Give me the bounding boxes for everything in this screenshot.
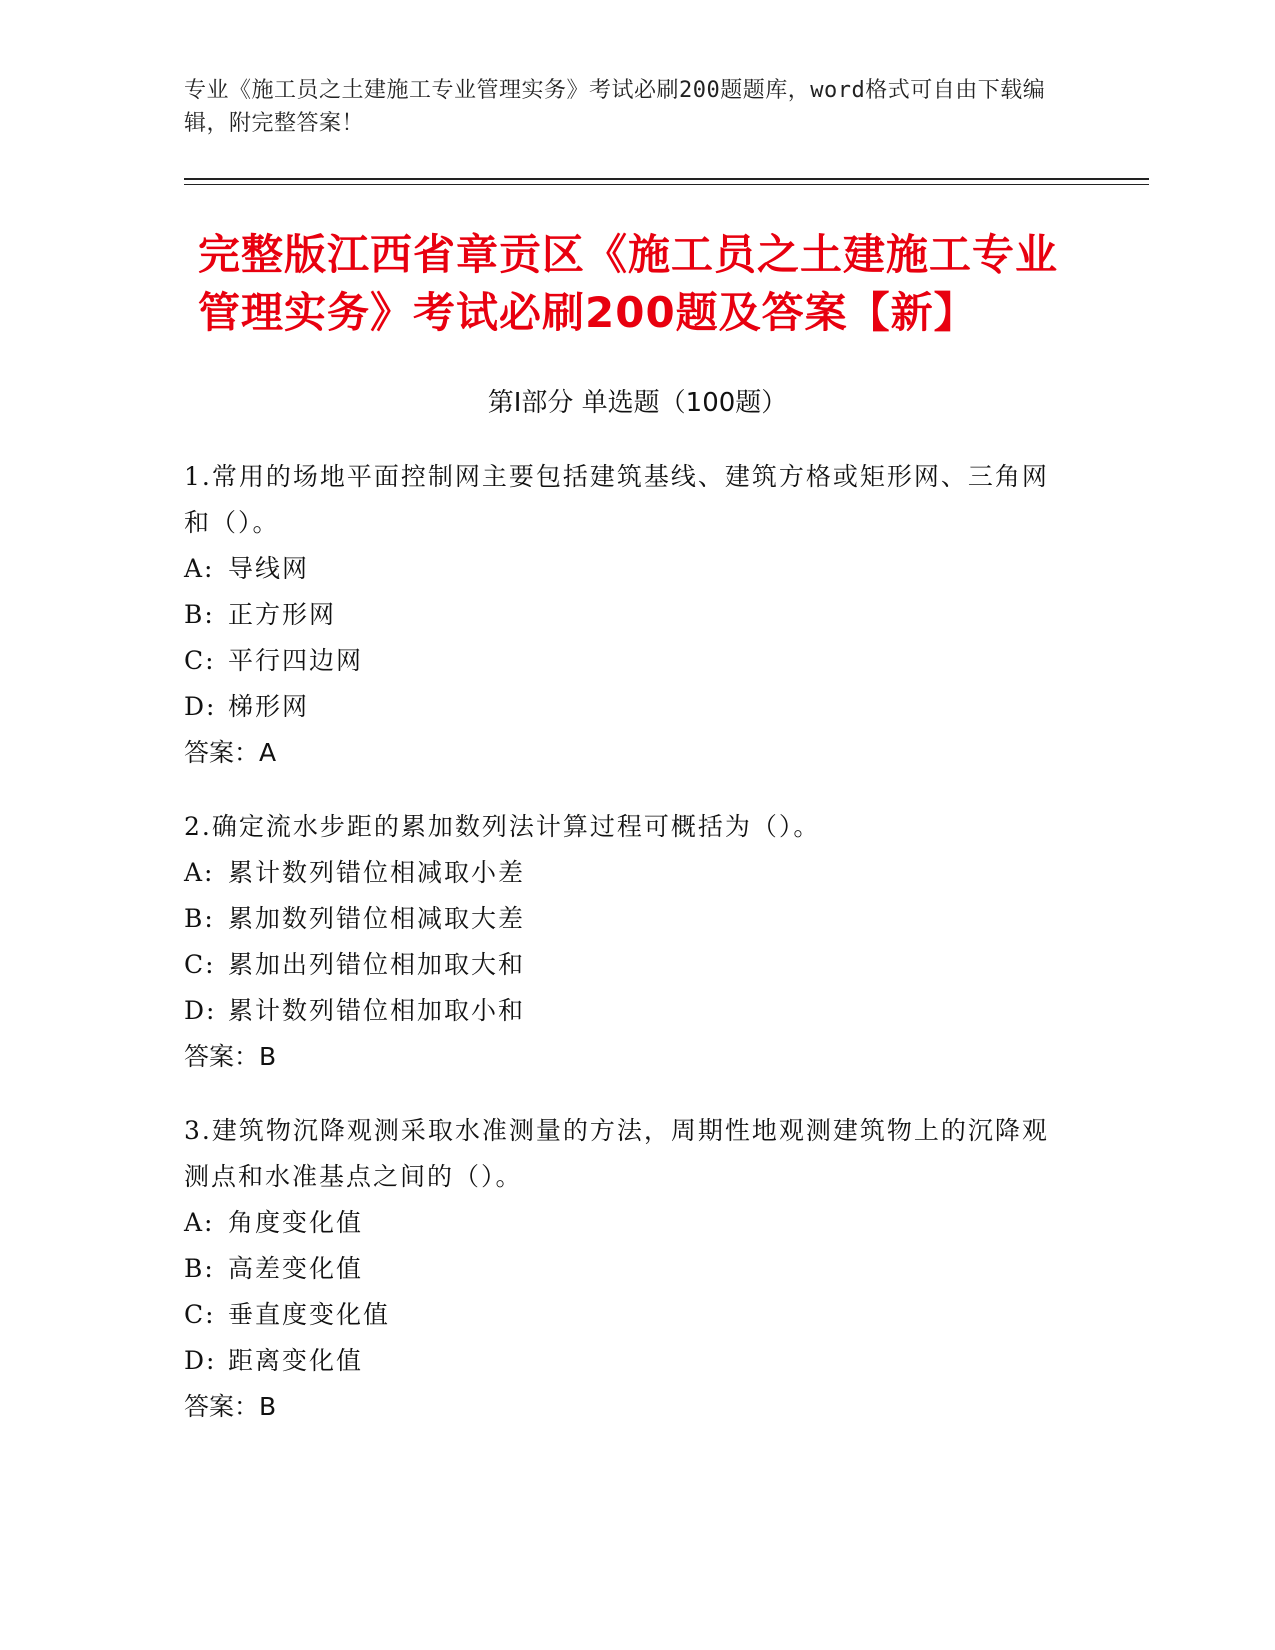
option-text: 导线网 bbox=[228, 554, 310, 583]
question-2 bbox=[184, 804, 1064, 1080]
answer: 答案：A bbox=[184, 738, 277, 767]
header-divider-thin bbox=[184, 184, 1149, 185]
question-stem: 1.常用的场地平面控制网主要包括建筑基线、建筑方格或矩形网、三角网和（）。 bbox=[184, 462, 1049, 537]
option-letter: A: bbox=[184, 554, 215, 583]
option-letter: C: bbox=[184, 1300, 216, 1329]
question-1 bbox=[184, 454, 1064, 776]
option-text: 角度变化值 bbox=[228, 1208, 364, 1237]
option-d bbox=[184, 684, 1064, 730]
option-text: 距离变化值 bbox=[228, 1346, 364, 1375]
option-text: 垂直度变化值 bbox=[228, 1300, 391, 1329]
option-text: 累计数列错位相加取小和 bbox=[228, 996, 526, 1025]
option-text: 累加数列错位相减取大差 bbox=[228, 904, 526, 933]
header-divider-thick bbox=[184, 178, 1149, 180]
option-letter: D: bbox=[184, 692, 217, 721]
option-d bbox=[184, 988, 1064, 1034]
section-title: 第Ⅰ部分 单选题（100题） bbox=[487, 388, 788, 418]
question-stem: 2.确定流水步距的累加数列法计算过程可概括为（）。 bbox=[184, 812, 821, 841]
option-a bbox=[184, 546, 1064, 592]
option-letter: C: bbox=[184, 646, 216, 675]
option-b bbox=[184, 1246, 1064, 1292]
answer: 答案：B bbox=[184, 1042, 277, 1071]
option-text: 梯形网 bbox=[228, 692, 310, 721]
option-text: 正方形网 bbox=[228, 600, 337, 629]
question-stem: 3.建筑物沉降观测采取水准测量的方法，周期性地观测建筑物上的沉降观测点和水准基点之间的（）。 bbox=[184, 1116, 1049, 1191]
option-c bbox=[184, 1292, 1064, 1338]
option-a bbox=[184, 850, 1064, 896]
question-3 bbox=[184, 1108, 1064, 1430]
answer: 答案：B bbox=[184, 1392, 277, 1421]
document-title: 完整版江西省章贡区《施工员之土建施工专业管理实务》考试必刷200题及答案【新】 bbox=[198, 230, 1059, 337]
option-b bbox=[184, 592, 1064, 638]
option-letter: B: bbox=[184, 1254, 215, 1283]
option-text: 高差变化值 bbox=[228, 1254, 364, 1283]
option-b bbox=[184, 896, 1064, 942]
option-letter: A: bbox=[184, 858, 215, 887]
option-letter: C: bbox=[184, 950, 216, 979]
header-note: 专业《施工员之土建施工专业管理实务》考试必刷200题题库，word格式可自由下载编辑，附完整答案！ bbox=[184, 78, 1046, 136]
option-text: 累加出列错位相加取大和 bbox=[228, 950, 526, 979]
option-a bbox=[184, 1200, 1064, 1246]
option-c bbox=[184, 638, 1064, 684]
option-text: 累计数列错位相减取小差 bbox=[228, 858, 526, 887]
option-letter: B: bbox=[184, 904, 215, 933]
option-letter: D: bbox=[184, 996, 217, 1025]
option-c bbox=[184, 942, 1064, 988]
option-letter: A: bbox=[184, 1208, 215, 1237]
option-letter: D: bbox=[184, 1346, 217, 1375]
option-text: 平行四边网 bbox=[228, 646, 364, 675]
option-letter: B: bbox=[184, 600, 215, 629]
option-d bbox=[184, 1338, 1064, 1384]
